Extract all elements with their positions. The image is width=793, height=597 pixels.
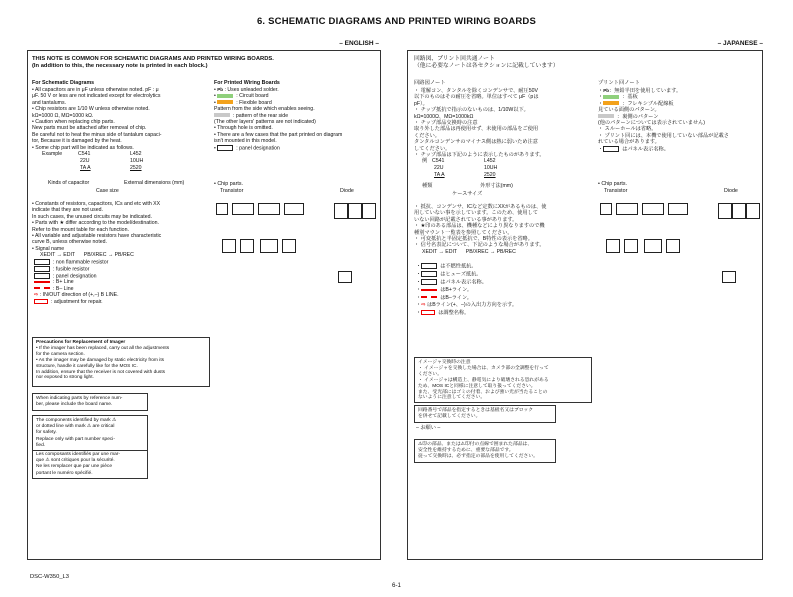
schematic-notes: • All capacitors are in μF unless otherwise noted. pF : μ μF. 50 V or less are not indicated except for electrolytics and tantalums. • Chip resistors are 1/10 W unless otherwise noted. kΩ=1000 Ω, MΩ=1000 kΩ. • Caution when replacing chip parts. New parts must be attached after removal of chip. Be careful not to heat the minus side of tantalum capaci- tor, Because it is damaged by the heat. • Some chip part will be indicated as follows. [32, 87, 162, 151]
jp-onegai: – お願い – [416, 425, 441, 431]
transistor-chip-icon [606, 239, 620, 253]
english-header: THIS NOTE IS COMMON FOR SCHEMATIC DIAGRAMS AND PRINTED WIRING BOARDS. (In addition to this, the necessary note is printed in each block.) [32, 56, 274, 69]
diode-chip-icon [718, 203, 732, 219]
transistor-chip-icon [240, 239, 254, 253]
page-number: 6-1 [392, 582, 401, 589]
adjust-box-icon [421, 310, 435, 315]
schematic-notes-title: For Schematic Diagrams [32, 80, 95, 86]
b-minus-line-icon [34, 287, 50, 289]
fuse-resistor-icon [34, 266, 50, 272]
diode-label: Diode [340, 188, 354, 194]
inout-arrow-icon: ⇨ [34, 292, 40, 299]
diode-chip-icon [722, 271, 736, 283]
transistor-chip-icon [666, 239, 680, 253]
panel-designation-icon [603, 146, 619, 152]
imager-precautions-box: Precautions for Replacement of Imager • If the imager has been replaced, carry out all the adjustments for the camera section. • As the imager may be damaged by static electricity from its structure, handle it carefully like for the MOS IC. In addition, ensure that the receiver is not covered with dusts nor exposed to strong light. [32, 337, 210, 387]
language-label-japanese: – JAPANESE – [717, 40, 763, 47]
diode-chip-icon [362, 203, 376, 219]
circuit-board-swatch-icon [603, 95, 619, 99]
pwb-notes: • Pb : Uses unleaded solder. • : Circuit board • : Flexible board Pattern from the side which enables seeing. : pattern of the rear side (The other layers' patterns are not indicated) • Through hole is omitted. • There are a few cases that the part printed on diagram isn't mounted in this model. • : panel designation [214, 87, 343, 152]
transistor-chip-icon [232, 203, 254, 215]
jp-diode-chip-drawings [718, 197, 762, 287]
diode-chip-icon [746, 203, 760, 219]
transistor-chip-icon [642, 203, 664, 215]
language-label-english: – ENGLISH – [339, 40, 379, 47]
english-notes-panel [27, 50, 381, 560]
chip-marking-example: Example C541 22U TA A L452 10UH 2520 Kinds of capacitor External dimensions (mm) Case size [42, 151, 185, 194]
resistor-symbol-icon [34, 259, 50, 265]
japanese-header: 回路図、プリント回共通ノート （他に必要なノートは各セクションに記載しています） [414, 56, 559, 69]
schematic-notes-2: • Constants of resistors, capacitors, ICs and etc with XX indicate that they are not used. In such cases, the unused circuits may be indicated. • Parts with ★ differ according to the model/destination. Refer to the mount table for each function. • All variable and adjustable resistors have characteristic curve B, unless otherwise noted. • Signal name [32, 201, 162, 252]
jp-chip-parts-title: • Chip parts. [598, 181, 627, 187]
transistor-chip-icon [668, 203, 688, 215]
transistor-chip-icon [624, 239, 638, 253]
symbol-legend: : non flammable resistor : fusible resistor : panel designation : B+ Line : B– Line ⇨ : IN/OUT direction of (+,–) B LINE. : adjustment for repair. [34, 259, 119, 305]
pwb-notes-title: For Printed Wiring Boards [214, 80, 280, 86]
panel-designation-icon [217, 145, 233, 151]
jp-diode-label: Diode [724, 188, 738, 194]
transistor-chip-icon [616, 203, 638, 215]
jp-chip-marking-example: 例 C541 22U TA A L452 10UH 2520 種類 外形寸法(mm) ケースサイズ [422, 158, 513, 197]
b-plus-line-icon [421, 289, 437, 291]
resistor-symbol-icon [421, 263, 437, 269]
lead-free-mark-icon: Pb [603, 88, 609, 93]
japanese-notes-panel [407, 50, 763, 560]
signal-name-example: XEDIT → EDIT PB/XREC → PB/REC [40, 252, 134, 258]
circuit-board-swatch-icon [217, 94, 233, 98]
flexible-board-swatch-icon [217, 100, 233, 104]
adjust-box-icon [34, 299, 48, 304]
jp-schematic-notes: ・ 電解コン、タンタルを除くコンデンサで、耐圧50V 以下のものはその耐圧を省略。単位はすべて μF（pは pF）。 ・ チップ抵抗で指示のないものは、1/10W以下。 kΩ=1000Ω、MΩ=1000kΩ ・ チップ部品交換時の注意 取り外した部品は再使用せず、未使用の部品をご使用 ください。 タンタルコンデンサのマイナス側は熱に弱いため注意 してください。 ・ チップ部品は下記のように表示したものがあります。 [414, 88, 545, 159]
jp-pwb-notes: ・Pb：無鉛半田を使用しています。 ・ ：基板 ・ ：フレキシブル配線板 見ている面側のパターン。 ：裏側のパターン (他のパターンについては表示されていません) ・ スルーホールは省略。 ・ プリント回には、本機で使用していない部品が記載さ れている場合があります。 ・ はパネル表示名称。 [598, 88, 729, 153]
diode-chip-icon [732, 203, 746, 219]
diode-chip-icon [348, 203, 362, 219]
panel-box-icon [34, 273, 50, 279]
rear-pattern-swatch-icon [598, 114, 614, 118]
page-title: 6. SCHEMATIC DIAGRAMS AND PRINTED WIRING BOARDS [256, 16, 537, 27]
safety-components-box: The components identified by mark ⚠ or dotted line with mark ⚠ are critical for safety. Replace only with part number speci- fied. Les composants identifiés par une mar- que ⚠ sont critiques pour la sécurité. Ne les remplacer que par une pièce portant le numéro spécifié. [32, 415, 148, 479]
model-number: DSC-W350_L3 [30, 574, 69, 580]
jp-signal-name-example: XEDIT → EDIT PB/XREC → PB/REC [422, 249, 516, 255]
b-plus-line-icon [34, 281, 50, 283]
transistor-chip-icon [600, 203, 612, 215]
chip-parts-title: • Chip parts. [214, 181, 243, 187]
jp-schematic-notes-2: ・ 抵抗、コンデンサ、ICなど定数にXXがあるものは、使 用していない事を示しています。このため、使用して いない回路が記載されている事があります。 ・ ★印のある部品は、機種などにより異なりますので機 種別マウント一覧表を参照してください。 ・ 可変抵抗と半固定抵抗で、B特性の表示を省略。 ・ 信号名表記について、下記のような場合があります。 [414, 204, 547, 249]
lead-free-mark-icon: Pb [217, 87, 224, 92]
transistor-chip-icon [644, 239, 662, 253]
b-minus-line-icon [421, 296, 437, 298]
diode-chip-icon [334, 203, 348, 219]
flexible-board-swatch-icon [603, 101, 619, 105]
jp-symbol-legend: ・ は不燃性抵抗。 ・ はヒューズ抵抗。 ・ はパネル表示名称。 ・ はB+ライン。 ・ はB–ライン。 ・⇨ はBライン(+、–)の入出力方向を示す。 ・ は調整名称。 [416, 263, 518, 316]
transistor-chip-icon [260, 239, 278, 253]
transistor-chip-icon [282, 239, 296, 253]
jp-reference-number-note-box: 回路番号で部品を指定するときは基板名又はブロック を併せて記載してください。 [414, 405, 556, 423]
transistor-chip-icon [216, 203, 228, 215]
reference-number-note-box: When indicating parts by reference num- ber, please include the board name. [32, 393, 148, 411]
rear-pattern-swatch-icon [214, 113, 230, 117]
inout-arrow-icon: ⇨ [421, 302, 427, 309]
transistor-chip-icon [222, 239, 236, 253]
transistor-chip-icon [258, 203, 280, 215]
jp-pwb-notes-title: プリント回ノート [598, 80, 641, 86]
fuse-resistor-icon [421, 271, 437, 277]
transistor-chip-icon [284, 203, 304, 215]
jp-schematic-notes-title: 回路図ノート [414, 80, 446, 86]
diode-chip-icon [338, 271, 352, 283]
jp-safety-components-box: ⚠印の部品、または⚠印付の点線で囲まれた部品は、 安全性を維持するために、重要な部品です。 従って交換時は、必ず指定の部品を使用してください。 [414, 439, 556, 463]
transistor-label: Transistor [220, 188, 244, 194]
jp-transistor-label: Transistor [604, 188, 628, 194]
panel-box-icon [421, 279, 437, 285]
diode-chip-drawings [334, 197, 378, 287]
jp-imager-precautions-box: イメージャ交換時の注意 ・ イメージャを交換した場合は、カメラ部の全調整を行って ください。 ・ イメージャは構造上、静電気により破壊される恐れがある ため、MOS ICと同様に注意して取り扱ってください。 また、受光部にはゴミの付着、および強い光が当たることの ないように注意してください。 [414, 357, 592, 403]
